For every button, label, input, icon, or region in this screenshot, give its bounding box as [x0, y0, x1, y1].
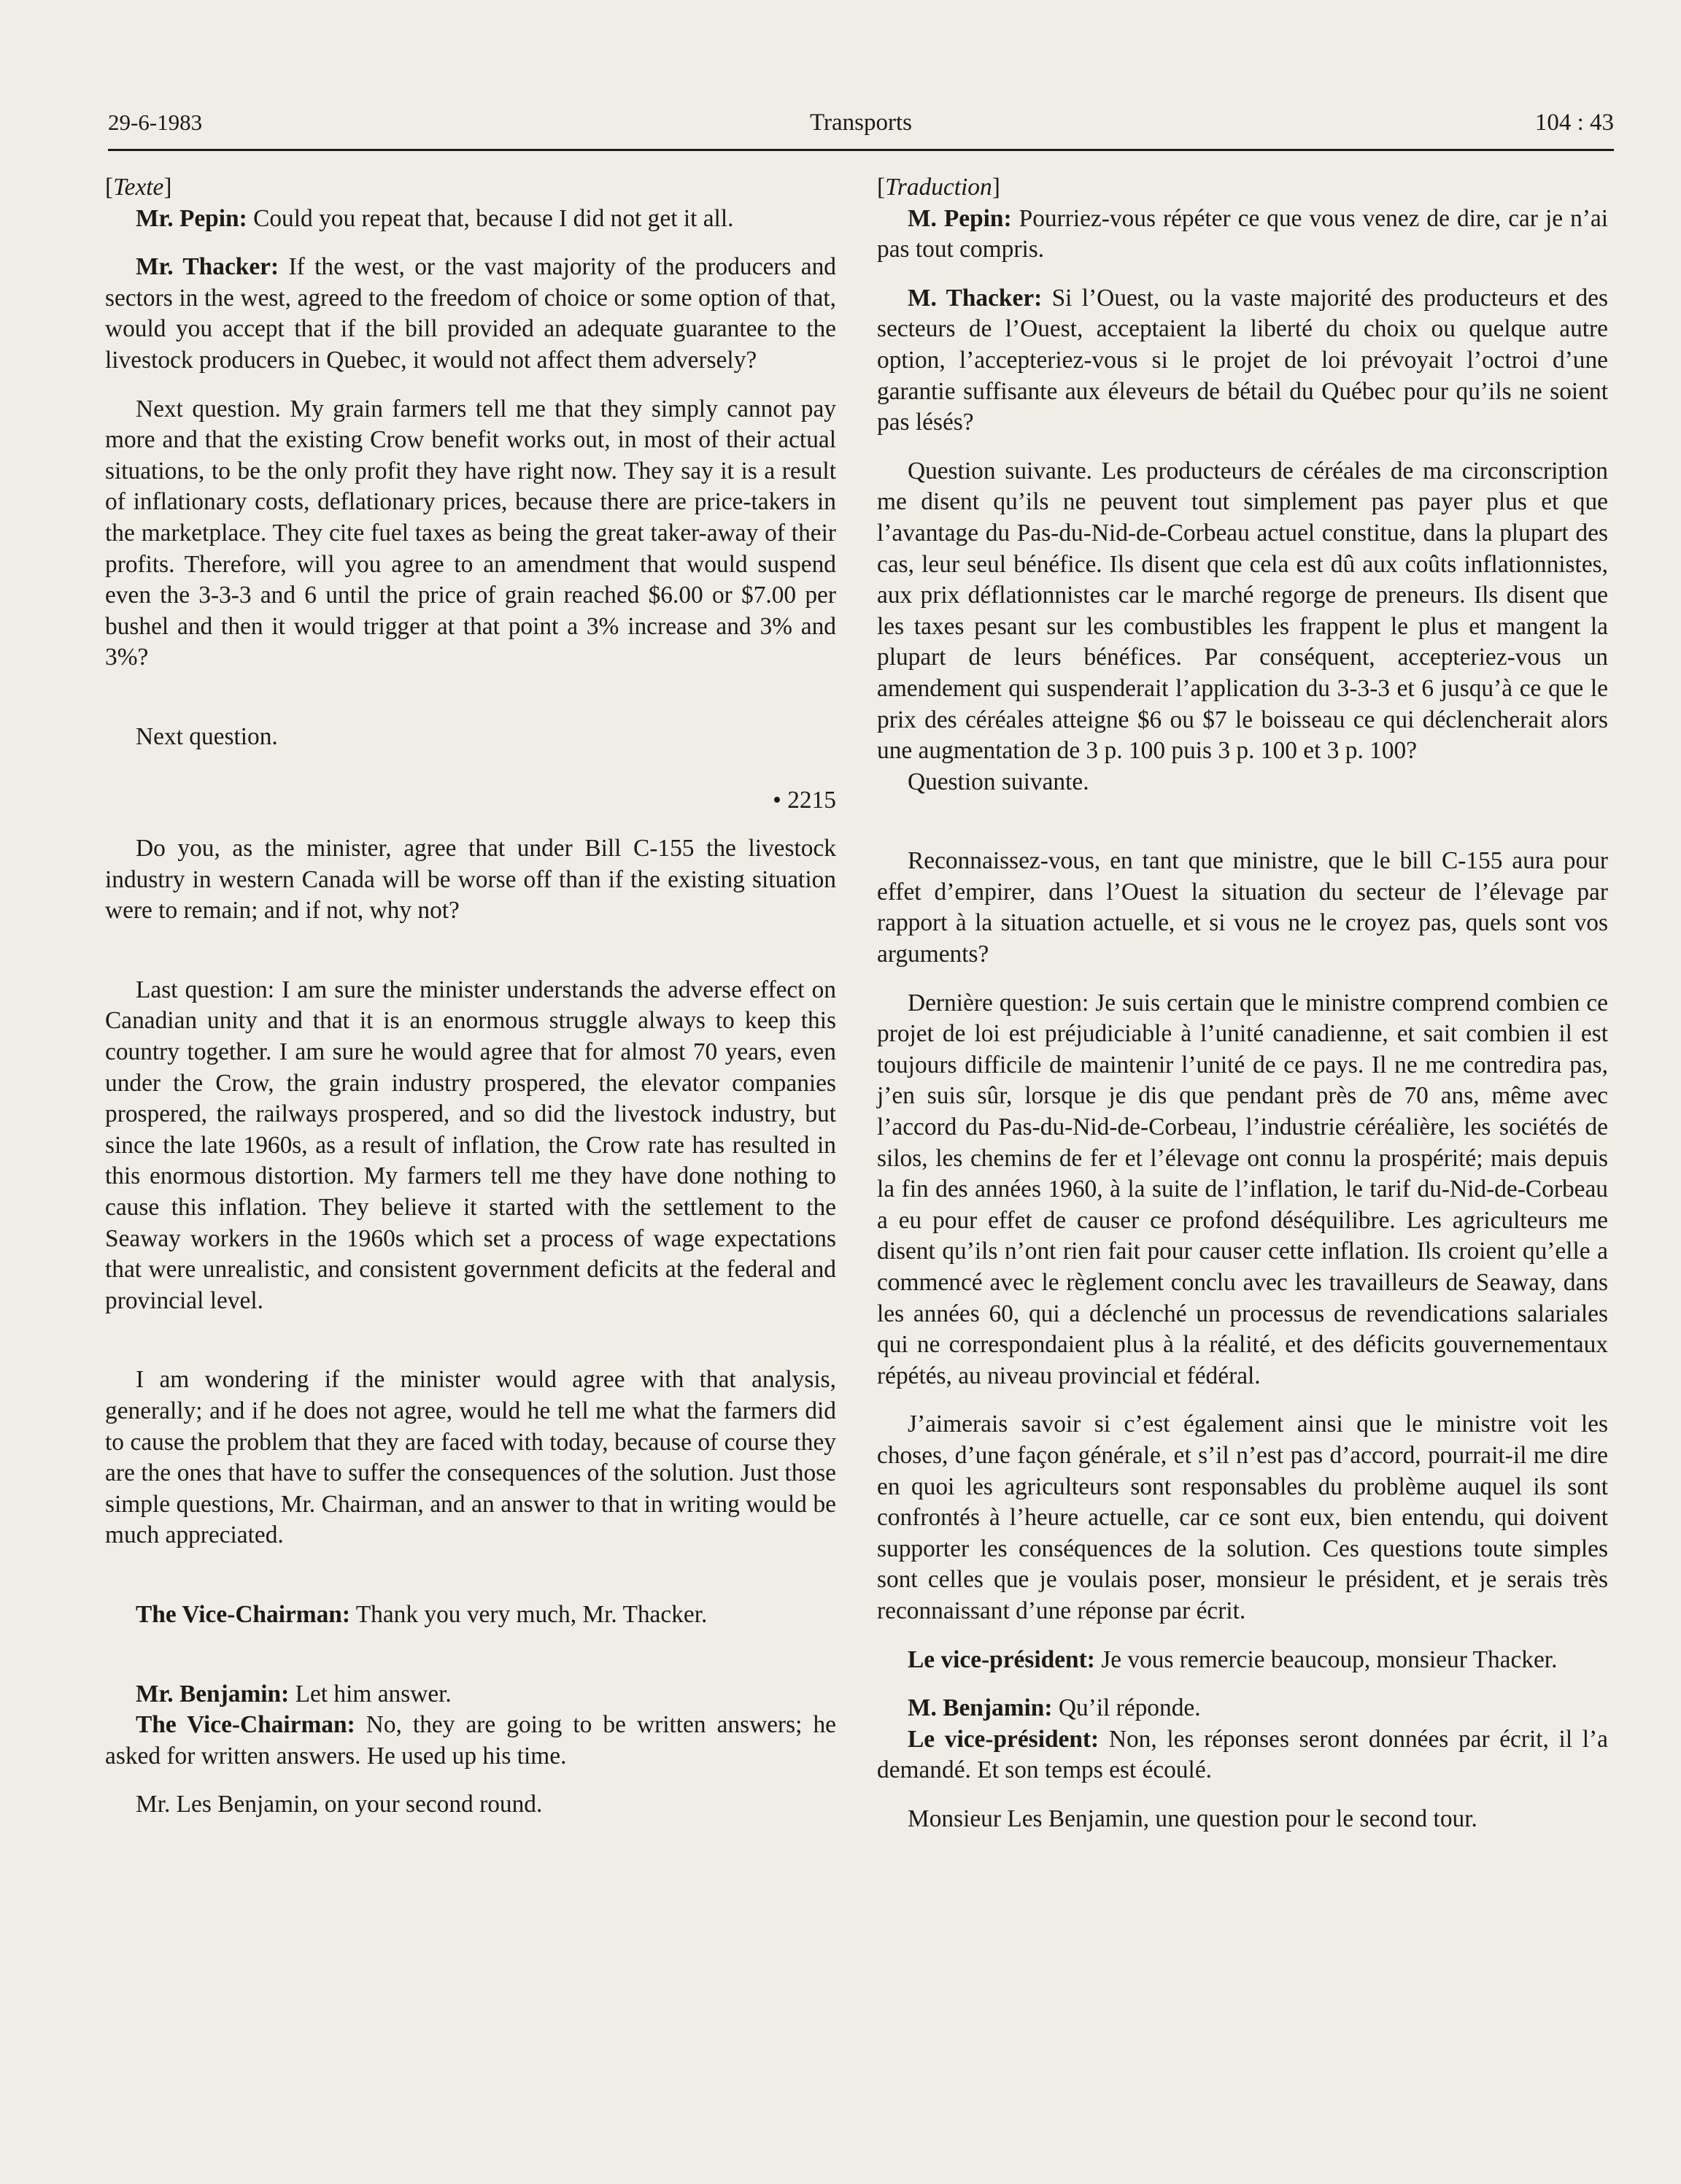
paragraph-analysis: I am wondering if the minister would agree with that analysis, generally; and if he does not agree, would he tell me what the farmers did to cause the problem that they are faced with today, because of course they are the ones that have to suffer the consequences of the solution. Just those simple questions, Mr. Chairman, and an answer to that in writing would be much appreciated.	[105, 1366, 836, 1549]
language-label-text: Traduction	[885, 174, 992, 201]
paragraph-second-round: Monsieur Les Benjamin, une question pour le second tour.	[908, 1805, 1477, 1832]
speech-text: Si l’Ouest, ou la vaste majorité des producteurs et des secteurs de l’Ouest, acceptaient la liberté du choix ou quelque autre option, l’accepteriez-vous si le projet de loi prévoyait l’octroi d’une garantie suffisante aux éleveurs de bétail du Québec pour qu’ils ne soient pas lésés?	[877, 284, 1608, 436]
paragraph-vice-chairman-written	[877, 1724, 1608, 1786]
speaker-name: The Vice-Chairman:	[136, 1711, 355, 1739]
speech-text: Non, les réponses seront données par écrit, il l’a demandé. Et son temps est écoulé.	[877, 1725, 1608, 1784]
speaker-name: Mr. Pepin:	[136, 204, 247, 232]
paragraph-benjamin	[105, 1679, 836, 1710]
header-date: 29-6-1983	[108, 109, 203, 135]
header-section: Transports	[810, 109, 912, 136]
paragraph-grain-farmers: Question suivante. Les producteurs de céréales de ma circonscription me disent qu’ils ne peuvent tout simplement pas payer plus et que l’avantage du Pas-du-Nid-de-Corbeau actuel constitue, dans la plupart des cas, leur seul bénéfice. Ils disent que cela est dû aux coûts inflationnistes, aux prix déflationnistes car le marché regorge de preneurs. Ils disent que les taxes pesant sur les combustibles les frappent le plus et mangent la plupart de leurs bénéfices. Par conséquent, accepteriez-vous un amendement qui suspenderait l’application du 3-3-3 et 6 jusqu’à ce que le prix des céréales atteigne $6 ou $7 le boisseau ce qui déclencherait alors une augmentation de 3 p. 100 puis 3 p. 100 et 3 p. 100?	[877, 457, 1608, 765]
time-marker: • 2215	[773, 786, 836, 814]
speaker-name: The Vice-Chairman:	[136, 1600, 350, 1628]
speech-text: Let him answer.	[289, 1680, 452, 1708]
speech-text: Thank you very much, Mr. Thacker.	[350, 1600, 708, 1628]
language-label: [Texte]	[105, 174, 172, 201]
paragraph-grain-farmers: Next question. My grain farmers tell me that they simply cannot pay more and that the existing Crow benefit works out, in most of their actual situations, to be the only profit they have right now. They say it is a result of inflationary costs, deflationary prices, because there are price-takers in the marketplace. They cite fuel taxes as being the great taker-away of their profits. Therefore, will you agree to an amendment that would suspend even the 3-3-3 and 6 until the price of grain reached $6.00 or $7.00 per bushel and then it would trigger at that point a 3% increase and 3% and 3%?	[105, 395, 836, 671]
english-column	[105, 172, 836, 1821]
speech-text: Pourriez-vous répéter ce que vous venez de dire, car je n’ai pas tout compris.	[877, 204, 1608, 263]
speaker-name: M. Thacker:	[908, 284, 1043, 312]
speech-text: Could you repeat that, because I did not get it all.	[247, 204, 734, 232]
speaker-name: M. Benjamin:	[908, 1694, 1053, 1722]
speech-text: Qu’il réponde.	[1052, 1694, 1201, 1722]
speech-text: Je vous remercie beaucoup, monsieur Thacker.	[1094, 1645, 1558, 1673]
speech-text: No, they are going to be written answers; he asked for written answers. He used up his time.	[105, 1711, 836, 1770]
paragraph-next-question: Question suivante.	[908, 768, 1089, 795]
header-page-number: 104 : 43	[1534, 109, 1614, 136]
paragraph-bill-c155: Do you, as the minister, agree that under Bill C-155 the livestock industry in western Canada will be worse off than if the existing situation were to remain; and if not, why not?	[105, 835, 836, 925]
speech-text: If the west, or the vast majority of the producers and sectors in the west, agreed to the freedom of choice or some option of that, would you accept that if the bill provided an adequate guarantee to the livestock producers in Quebec, it would not affect them adversely?	[105, 253, 836, 374]
speaker-name: Le vice-président:	[908, 1725, 1100, 1753]
paragraph-last-question: Last question: I am sure the minister understands the adverse effect on Canadian unity and that it is an enormous struggle always to keep this country together. I am sure he would agree that for almost 70 years, even under the Crow, the grain industry prospered, the elevator companies prospered, the railways prospered, and so did the livestock industry, but since the late 1960s, as a result of inflation, the Crow rate has resulted in this enormous distortion. My farmers tell me they have done nothing to cause this inflation. They believe it started with the settlement to the Seaway workers in the 1960s which set a process of wage expectations that were unrealistic, and consistent government deficits at the federal and provincial level.	[105, 976, 836, 1314]
paragraph-thacker	[877, 283, 1608, 439]
speaker-name: Le vice-président:	[908, 1645, 1095, 1673]
speaker-name: Mr. Thacker:	[136, 253, 279, 281]
language-label-text: Texte	[113, 174, 164, 201]
header-rule	[108, 149, 1614, 151]
paragraph-pepin	[105, 204, 836, 235]
paragraph-pepin	[877, 204, 1608, 266]
speaker-name: Mr. Benjamin:	[136, 1680, 290, 1708]
paragraph-bill-c155: Reconnaissez-vous, en tant que ministre, que le bill C-155 aura pour effet d’empirer, dans l’Ouest la situation du secteur de l’élevage par rapport à la situation actuelle, et si vous ne le croyez pas, quels sont vos arguments?	[877, 847, 1608, 968]
page-header	[108, 109, 1614, 150]
paragraph-next-question: Next question.	[136, 722, 278, 750]
paragraph-benjamin	[877, 1693, 1608, 1724]
paragraph-last-question: Dernière question: Je suis certain que le ministre comprend combien ce projet de loi est préjudiciable à l’unité canadienne, et sait combien il est toujours difficile de maintenir l’unité de ce pays. Il ne me contredira pas, j’en suis sûr, lorsque je dis que pendant près de 70 ans, même avec l’accord du Pas-du-Nid-de-Corbeau, l’industrie céréalière, les sociétés de silos, les chemins de fer et l’élevage ont connu la prospérité; mais depuis la fin des années 1960, à la suite de l’inflation, le tarif du-Nid-de-Corbeau a eu pour effet de causer ce profond déséquilibre. Les agriculteurs me disent qu’ils n’ont rien fait pour causer cette inflation. Ils croient qu’elle a commencé avec le règlement conclu avec les travailleurs de Seaway, dans les années 60, qui a déclenché un processus de revendications salariales qui ne correspondaient plus à la réalité, et des déficits gouvernementaux répétés, au niveau provincial et fédéral.	[877, 989, 1608, 1389]
paragraph-vice-chairman-thanks	[105, 1600, 836, 1631]
speaker-name: M. Pepin:	[908, 204, 1012, 232]
paragraph-vice-chairman-thanks	[877, 1645, 1608, 1676]
paragraph-second-round: Mr. Les Benjamin, on your second round.	[136, 1791, 543, 1818]
paragraph-vice-chairman-written	[105, 1710, 836, 1772]
paragraph-thacker	[105, 252, 836, 376]
paragraph-analysis: J’aimerais savoir si c’est également ainsi que le ministre voit les choses, d’une façon générale, et s’il n’est pas d’accord, pourrait-il me dire en quoi les agriculteurs sont responsables du problème auquel ils sont confrontés à l’heure actuelle, car ce sont eux, bien entendu, qui doivent supporter les conséquences de la solution. Ces questions toute simples sont celles que je voulais poser, monsieur le président, et je serais très reconnaissant d’une réponse par écrit.	[877, 1411, 1608, 1624]
french-column	[877, 172, 1608, 1835]
language-label: [Traduction]	[877, 174, 1000, 201]
